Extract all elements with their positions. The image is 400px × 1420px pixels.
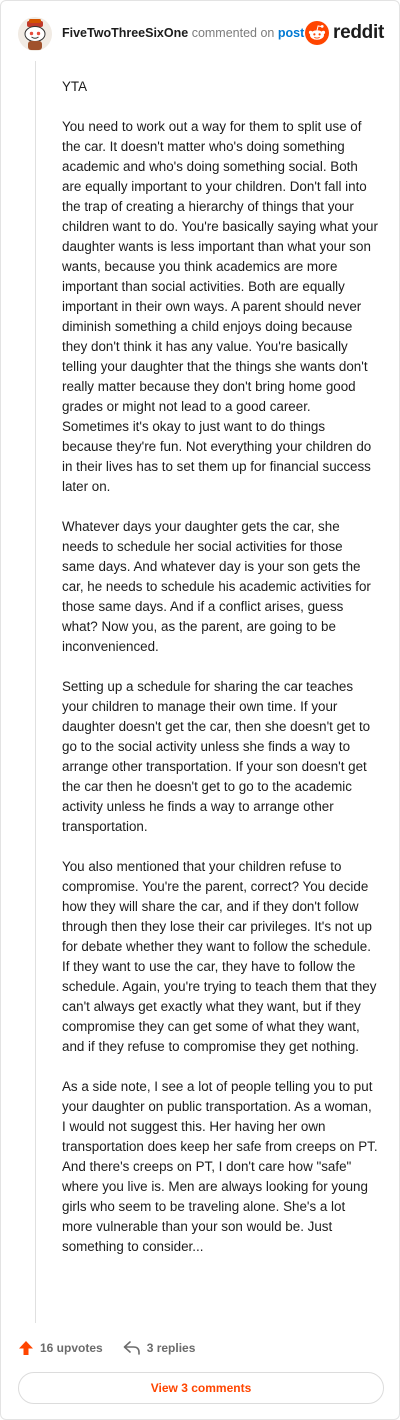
comment-header bbox=[18, 15, 388, 55]
reddit-brand[interactable] bbox=[305, 19, 384, 47]
comment-username[interactable]: FiveTwoThreeSixOne bbox=[62, 26, 189, 40]
thread-line[interactable] bbox=[35, 61, 36, 1323]
comment-actions bbox=[18, 1337, 215, 1359]
comment-paragraph: As a side note, I see a lot of people telling you to put your daughter on public transportation. As a woman, I would not suggest this. Her having her own transportation does keep her safe from creeps on PT. And there's creeps on PT, I don't care how "safe" where you live is. Men are always looking for young girls who seem to be traveling alone. She's a lot more vulnerable than your son would be. Just something to consider... bbox=[62, 1079, 378, 1254]
comment-paragraph: Whatever days your daughter gets the car, she needs to schedule her social activities for those same days. And whatever day is your son gets the car, he needs to schedule his academic activities for those same days. And if a conflict arises, guess what? Now you, as the parent, are going to be inconvenienced. bbox=[62, 519, 371, 654]
reddit-wordmark: reddit bbox=[333, 22, 384, 43]
comment-paragraph: Setting up a schedule for sharing the car teaches your children to manage their own time. If your daughter doesn't get the car, then she doesn't get to go to the social activity unless she finds a way to arrange other transportation. If your son doesn't get the car then he doesn't get to go to the academic activity unless he finds a way to arrange other transportation. bbox=[62, 679, 371, 834]
post-link[interactable]: post bbox=[277, 26, 305, 40]
upvote-count: 16 upvotes bbox=[40, 1341, 103, 1355]
reply-count: 3 replies bbox=[146, 1341, 196, 1355]
comment-paragraph: You need to work out a way for them to split use of the car. It doesn't matter who's doing something academic and who's doing something social. Both are equally important to your children. Don't fall into the trap of creating a hierarchy of things that your children want to do. You're basically saying what your daughter wants is less important than what your son wants, because you think academics are more important than social activities. Both are equally important in their own ways. A parent should never diminish something a child enjoys doing because they don't think it has any value. You're basically telling your daughter that the things she wants don't really matter because they don't bring home good grades or might not lead to a good career. Sometimes it's okay to just want to do things because they're fun. Not everything your children do in their lives has to set them up for financial success later on. bbox=[62, 119, 378, 494]
comment-verb: commented on bbox=[191, 26, 275, 40]
upvote-button[interactable] bbox=[18, 1340, 103, 1356]
reddit-logo-icon bbox=[305, 21, 329, 45]
upvote-arrow-icon bbox=[18, 1340, 34, 1356]
comment-paragraph: You also mentioned that your children refuse to compromise. You're the parent, correct? You decide how they will share the car, and if they don't follow through then they lose their car privileges. It's not up for debate whether they want to follow the schedule. If they want to use the car, they have to follow the schedule. Again, you're trying to teach them that they can't always get exactly what they want, but if they compromise they can get some of what they want, and if they refuse to compromise they get nothing. bbox=[62, 859, 377, 1054]
snoo-avatar-icon[interactable] bbox=[18, 17, 52, 51]
comment-body bbox=[62, 77, 378, 1277]
reply-arrow-icon bbox=[123, 1340, 141, 1356]
comment-paragraph: YTA bbox=[62, 79, 88, 94]
replies-button[interactable] bbox=[123, 1340, 196, 1356]
comment-meta bbox=[62, 26, 304, 40]
view-comments-button[interactable]: View 3 comments bbox=[18, 1372, 384, 1404]
